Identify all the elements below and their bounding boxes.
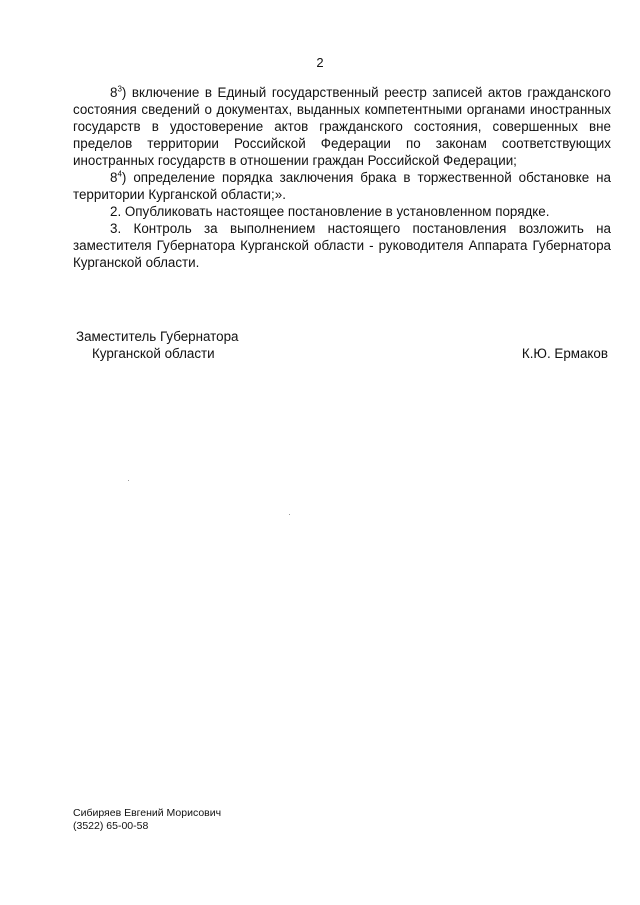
- paragraph-item-8-3: [73, 84, 611, 169]
- item-superscript: 4: [117, 169, 122, 179]
- paragraph-item-8-4: [73, 169, 611, 203]
- signature-position-line2: Курганской области: [92, 346, 215, 361]
- signature-position-line1: Заместитель Губернатора: [76, 329, 239, 344]
- paragraph-text: ) включение в Единый государственный реестр записей актов гражданского состояния сведений о документах, выданных компетентными органами иностранных государств в удостоверение актов гражданского состояния, совершенных вне пределов территории Российской Федерации по законам соответствующих иностранных государств в отношении граждан Российской Федерации;: [73, 85, 611, 168]
- paragraph-control: [73, 220, 611, 271]
- paragraph-text: 2. Опубликовать настоящее постановление в установленном порядке.: [110, 204, 550, 219]
- item-number: 8: [110, 85, 118, 100]
- executor-phone: (3522) 65-00-58: [73, 820, 149, 832]
- item-number: 8: [110, 170, 118, 185]
- scan-speck: [128, 480, 129, 481]
- executor-block: [73, 807, 221, 833]
- document-body: [73, 84, 611, 271]
- signature-position: [76, 328, 238, 362]
- paragraph-text: ) определение порядка заключения брака в торжественной обстановке на территории Курганской области;».: [73, 170, 611, 202]
- page-number: 2: [316, 55, 324, 70]
- signature-name: К.Ю. Ермаков: [521, 346, 608, 361]
- scan-speck: [289, 514, 290, 515]
- paragraph-text: 3. Контроль за выполнением настоящего постановления возложить на заместителя Губернатора Курганской области - руководителя Аппарата Губернатора Курганской области.: [73, 221, 611, 270]
- executor-name: Сибиряев Евгений Морисович: [73, 807, 222, 819]
- item-superscript: 3: [117, 84, 122, 94]
- paragraph-publish: [73, 203, 611, 220]
